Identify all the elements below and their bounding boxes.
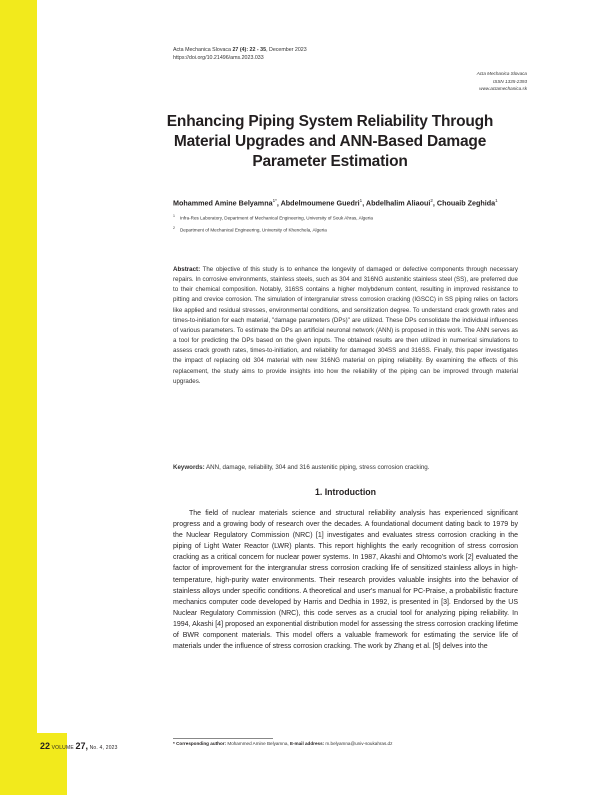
page-number: 22 (40, 741, 51, 751)
journal-name: Acta Mechanica Slovaca (476, 71, 527, 76)
abstract-label: Abstract: (173, 266, 201, 273)
author-name: Mohammed Amine Belyamna (173, 198, 273, 208)
affiliation: $^1$ Infra-Res Laboratory, Department of Mechanical Engineering, University of Souk Ahras, Algeria (173, 214, 373, 221)
doi-link[interactable]: https://doi.org/10.21496/ams.2023.033 (173, 55, 264, 61)
introduction-body (173, 508, 518, 652)
affiliation: $^2$ Department of Mechanical Engineering, University of Khenchela, Algeria (173, 226, 327, 233)
abstract (173, 265, 518, 387)
journal-line: Acta Mechanica Slovaca 27 (4): 22 - 35, December 2023 (173, 47, 307, 53)
paper-title: Enhancing Piping System Reliability Through Material Upgrades and ANN-Based Damage Parameter Estimation (166, 113, 494, 170)
issn: ISSN 1335-2393 (493, 78, 527, 84)
section-heading: 1. Introduction (314, 487, 377, 497)
corresponding-author-note: * Corresponding author: Mohammed Amine Belyamna, E-mail address: m.belyamna@univ-soukahras.dz (173, 741, 393, 746)
keywords-label: Keywords: (173, 464, 205, 471)
journal-website[interactable]: www.actamechanica.sk (479, 86, 527, 91)
journal-info-right (477, 70, 527, 93)
author-name: Abdelhalim Aliaoui (365, 198, 431, 208)
journal-header (173, 46, 307, 62)
page-info: 22 VOLUME 27, No. 4, 2023 (40, 741, 118, 751)
email-link[interactable]: m.belyamna@univ-soukahras.dz (324, 741, 393, 746)
accent-band (0, 0, 37, 795)
footnote-divider (173, 738, 273, 739)
keywords-text: ANN, damage, reliability, 304 and 316 austenitic piping, stress corrosion cracking. (204, 464, 430, 471)
author-name: Abdelmoumene Guedri (280, 198, 360, 208)
abstract-text: The objective of this study is to enhance the longevity of damaged or defective components through necessary repairs. In corrosive environments, stainless steels, such as 304 and 316NG austenitic stainless steel (SS), are preferred due to their chemical composition. Notably, 316SS contains a higher molybdenum content, resulting in improved resistance to pitting and crevice corrosion. The simulation of intergranular stress corrosion cracking (IGSCC) in SS piping relies on factors like applied and residual stresses, environmental conditions, and sensitization degree. To understand crack growth rates and times-to-initiation for each material, "damage parameters (DPs)" are utilized. These DPs consolidate the individual influences of various parameters. To estimate the DPs an artificial neuronal network (ANN) is proposed in this work. The ANN serves as a tool for predicting the DPs based on the given inputs. The obtained results are then utilized in numerical simulations to assess crack growth rates, times-to-initiation, and reliability for damaged 304SS and 316SS. Finally, this paper investigates the impact of replacing old 304 material with new 316NG material on piping reliability. By examining the effects of this replacement, the study aims to provide insights into how the reliability of the piping can be improved through material upgrades. (173, 266, 518, 385)
author-list: Mohammed Amine Belyamna$^{1*}$, Abdelmoumene Guedri$^1$, Abdelhalim Aliaoui$^2$, Chouaib Zeghida$^1$ (173, 198, 498, 208)
paragraph: The field of nuclear materials science and structural reliability analysis has experienced significant progress and a growing body of research over the decades. A foundational document dating back to 1979 by the Nuclear Regulatory Commission (NRC) [1] investigates and evaluates stress corrosion cracking in the piping of Light Water Reactor (LWR) plants. This report highlights the early recognition of stress corrosion cracking as a critical concern for nuclear power systems. In 1987, Akashi and Ohtomo's work [2] evaluated the factor of improvement for the intergranular stress corrosion cracking life of sensitized stainless alloys in high-temperature, high-purity water environments. Their research provides valuable insights into the behavior of stainless alloys under specific conditions. A theoretical and user's manual for PC-Praise, a probabilistic fracture mechanics computer code developed by Harris and Dedhia in 1992, is presented in [3]. Endorsed by the US Nuclear Regulatory Commission (NRC), this code serves as a crucial tool for analyzing piping reliability. In 1994, Akashi [4] proposed an exponential distribution model for assessing the stress corrosion cracking lifetime of BWR component materials. This model offers a valuable framework for estimating the service life of materials under the influence of stress corrosion cracking. The work by Zhang et al. [5] delves into the (173, 510, 518, 651)
volume-number: 27, (75, 741, 88, 751)
author-name: Chouaib Zeghida (436, 198, 496, 208)
keywords (173, 464, 518, 471)
